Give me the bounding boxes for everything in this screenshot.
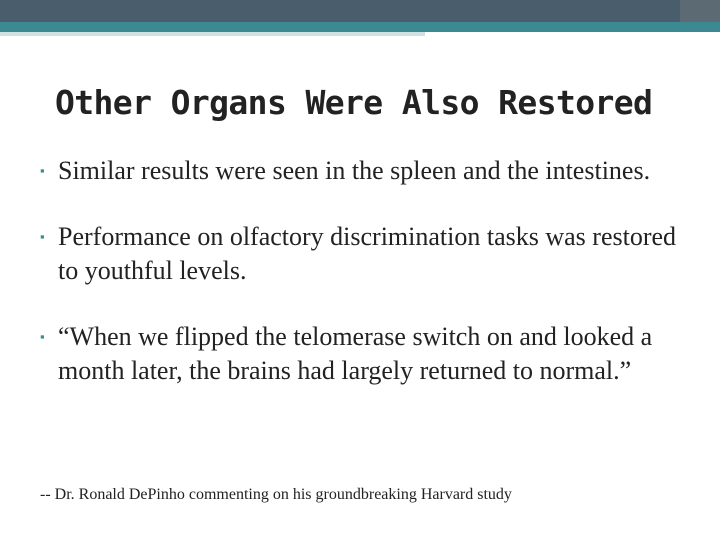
bullet-text: “When we flipped the telomerase switch on and looked a month later, the brains had largely returned to normal.”	[58, 322, 653, 385]
header-band-dark	[0, 0, 680, 22]
slide-header-band	[0, 0, 720, 22]
citation-text: -- Dr. Ronald DePinho commenting on his groundbreaking Harvard study	[40, 486, 512, 503]
slide-title: Other Organs Were Also Restored	[55, 83, 653, 122]
bullet-marker-icon: ▪	[40, 229, 45, 244]
header-band-right	[680, 0, 720, 22]
header-band-teal	[0, 22, 720, 32]
bullet-item	[40, 320, 690, 388]
bullet-marker-icon: ▪	[40, 329, 45, 344]
bullet-text: Performance on olfactory discrimination tasks was restored to youthful levels.	[58, 222, 677, 285]
header-band-light	[0, 32, 425, 36]
bullet-item	[40, 154, 690, 188]
bullet-item	[40, 220, 690, 288]
bullet-text: Similar results were seen in the spleen and the intestines.	[58, 156, 651, 185]
bullet-marker-icon: ▪	[40, 163, 45, 178]
bullet-list	[40, 154, 690, 420]
